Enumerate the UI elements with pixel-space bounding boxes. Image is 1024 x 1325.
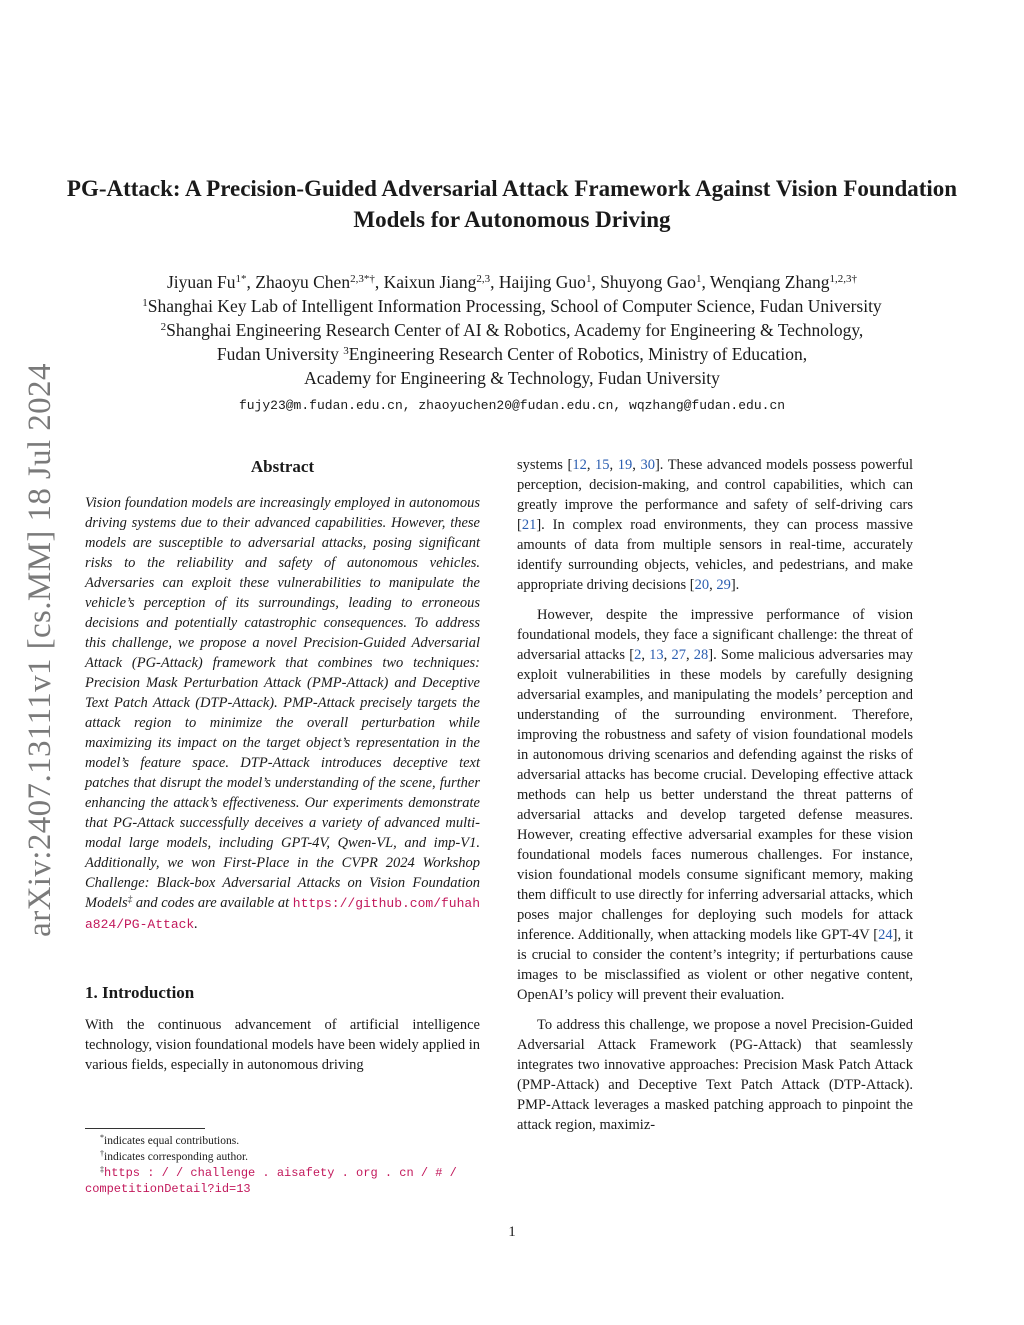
author-name: Kaixun Jiang [383, 272, 477, 292]
author-sup: 1* [235, 273, 247, 285]
citation-link[interactable]: 28 [693, 647, 709, 663]
author-name: Jiyuan Fu [166, 272, 236, 292]
footnote-2: †indicates corresponding author. [100, 1149, 249, 1163]
author-name: Shuyong Gao [600, 272, 696, 292]
author-sup: 2,3 [476, 273, 491, 285]
footnote-1: *indicates equal contributions. [100, 1133, 240, 1147]
intro-paragraph-cont: systems [12, 15, 19, 30]. These advanced models possess powerful perception, decision-making, and control capabilities, which can greatly improve the performance and safety of self-driving cars [21]. In complex road environments, they can process massive amounts of data from multiple sensors in real-time, accurately identify surrounding objects, vehicles, and pedestrians, and make appropriate driving decisions [20, 29]. [517, 457, 914, 593]
author-name: Zhaoyu Chen [255, 272, 351, 292]
challenge-link-cont[interactable]: competitionDetail?id=13 [85, 1182, 251, 1196]
citation-link[interactable]: 13 [649, 647, 664, 663]
right-column [517, 455, 913, 1145]
author-sup: 2,3*† [350, 273, 375, 285]
citation-link[interactable]: 27 [671, 647, 686, 663]
footnote-mark: ‡ [127, 894, 133, 904]
author-sup: 1 [695, 273, 702, 285]
intro-paragraph: With the continuous advancement of artificial intelligence technology, vision foundational models have been widely applied in various fields, especially in autonomous driving [85, 1017, 480, 1073]
author-sup: 1 [585, 273, 592, 285]
arxiv-identifier-text: arXiv:2407.13111v1 [cs.MM] 18 Jul 2024 [22, 363, 58, 937]
citation-link[interactable]: 30 [640, 457, 655, 473]
citation-link[interactable]: 24 [878, 927, 893, 943]
arxiv-identifier [10, 350, 70, 950]
citation-link[interactable]: 15 [595, 457, 610, 473]
citation-link[interactable]: 2 [634, 647, 642, 663]
footnotes [85, 1128, 480, 1197]
citation-link[interactable]: 20 [694, 577, 710, 593]
left-column [85, 455, 480, 1075]
affiliation-1: $^1$Shanghai Key Lab of Intelligent Information Processing, School of Computer Science, Fudan University [142, 296, 882, 316]
abstract-text: Vision foundation models are increasingly employed in autonomous driving systems due to their advanced capabilities. However, these models are susceptible to adversarial attacks, posing significant risks to the reliability and safety of autonomous vehicles. Adversaries can exploit these vulnerabilities to manipulate the vehicle’s perception of its surroundings, leading to erroneous decisions and potentially catastrophic consequences. To address this challenge, we propose a novel Precision-Guided Adversarial Attack (PG-Attack) framework that combines two techniques: Precision Mask Perturbation Attack (PMP-Attack) and Deceptive Text Patch Attack (DTP-Attack). PMP-Attack precisely targets the attack region to minimize the overall perturbation while maximizing its impact on the target object’s representation in the model’s feature space. DTP-Attack introduces deceptive text patches that disrupt the model’s understanding of the scene, further enhancing the attack’s effectiveness. Our experiments demonstrate that PG-Attack successfully deceives a variety of advanced multi-modal large models, including GPT-4V, Qwen-VL, and imp-V1. Additionally, we won First-Place in the CVPR 2024 Workshop Challenge: Black-box Adversarial Attacks on Vision Foundation Models‡ and codes are available at https://github.com/fuhaha824/PG-Attack. [85, 495, 481, 932]
citation-link[interactable]: 19 [617, 457, 633, 473]
intro-paragraph-3: To address this challenge, we propose a novel Precision-Guided Adversarial Attack Framework (PG-Attack) that seamlessly integrates two innovative approaches: Precision Mask Patch Attack (PMP-Attack) and Deceptive Text Patch Attack (DTP-Attack). PMP-Attack leverages a masked patching approach to pinpoint the attack region, maximiz- [517, 1017, 913, 1133]
author-emails: fujy23@m.fudan.edu.cn, zhaoyuchen20@fudan.edu.cn, wqzhang@fudan.edu.cn [238, 398, 786, 413]
author-sup: 1,2,3† [829, 273, 857, 285]
citation-link[interactable]: 21 [521, 517, 537, 533]
affiliation-2-3: Fudan University $^3$Engineering Research Center of Robotics, Ministry of Education, [216, 344, 808, 364]
affiliation-2: $^2$Shanghai Engineering Research Center of AI & Robotics, Academy for Engineering & Technology, [160, 320, 864, 340]
page-number: 1 [508, 1224, 516, 1240]
paper-title: PG-Attack: A Precision-Guided Adversarial Attack Framework Against Vision Foundation Models for Autonomous Driving [66, 176, 958, 232]
github-link[interactable]: https://github.com/fuhaha824/PG-Attack [85, 896, 481, 932]
footnote-divider [85, 1128, 205, 1129]
author-block [60, 270, 964, 418]
citation-link[interactable]: 12 [572, 457, 587, 473]
affiliation-3-cont: Academy for Engineering & Technology, Fudan University [304, 368, 720, 388]
author-names: Jiyuan $Fu^{1*}$, Zhaoyu Chen$^{2,3*\dagger}$, Kaixun Jiang$^{2,3}$, Haijing Guo$^1$, Shuyong Gao$^1$, Wenqiang Zhang$^{1,2,3\dagger}$ [166, 272, 857, 292]
section-heading-introduction: 1. Introduction [85, 983, 195, 1002]
intro-paragraph-2: However, despite the impressive performance of vision foundational models, they face a significant challenge: the threat of adversarial attacks [2, 13, 27, 28]. Some malicious adversaries may exploit vulnerabilities in these models by carefully designing adversarial examples, and manipulating the models’ perception and understanding of the surrounding environment. Therefore, improving the robustness and safety of vision foundational models in autonomous driving scenarios and defending against the risks of adversarial attacks has become crucial. Developing effective attack methods can help us better understand the threat patterns of adversarial attacks and develop targeted defense measures. However, creating effective adversarial examples for these vision foundational models faces numerous challenges. For instance, vision foundational models consume significant memory, making them difficult to use directly for inferring adversarial attacks, which poses major challenges for deploying such models for attack inference. Additionally, when attacking models like GPT-4V [24], it is crucial to consider the content’s integrity; if perturbations cause images to be misclassified as violent or other negative content, OpenAI’s policy will prevent their evaluation. [517, 607, 914, 1003]
footnote-3: ‡https : / / challenge . aisafety . org . cn / # / [100, 1165, 457, 1180]
abstract-heading: Abstract [250, 457, 315, 476]
challenge-link[interactable]: https : / / challenge . aisafety . org . cn / # / [104, 1166, 457, 1180]
citation-link[interactable]: 29 [716, 577, 731, 593]
author-name: Haijing Guo [498, 272, 586, 292]
author-name: Wenqiang Zhang [709, 272, 830, 292]
